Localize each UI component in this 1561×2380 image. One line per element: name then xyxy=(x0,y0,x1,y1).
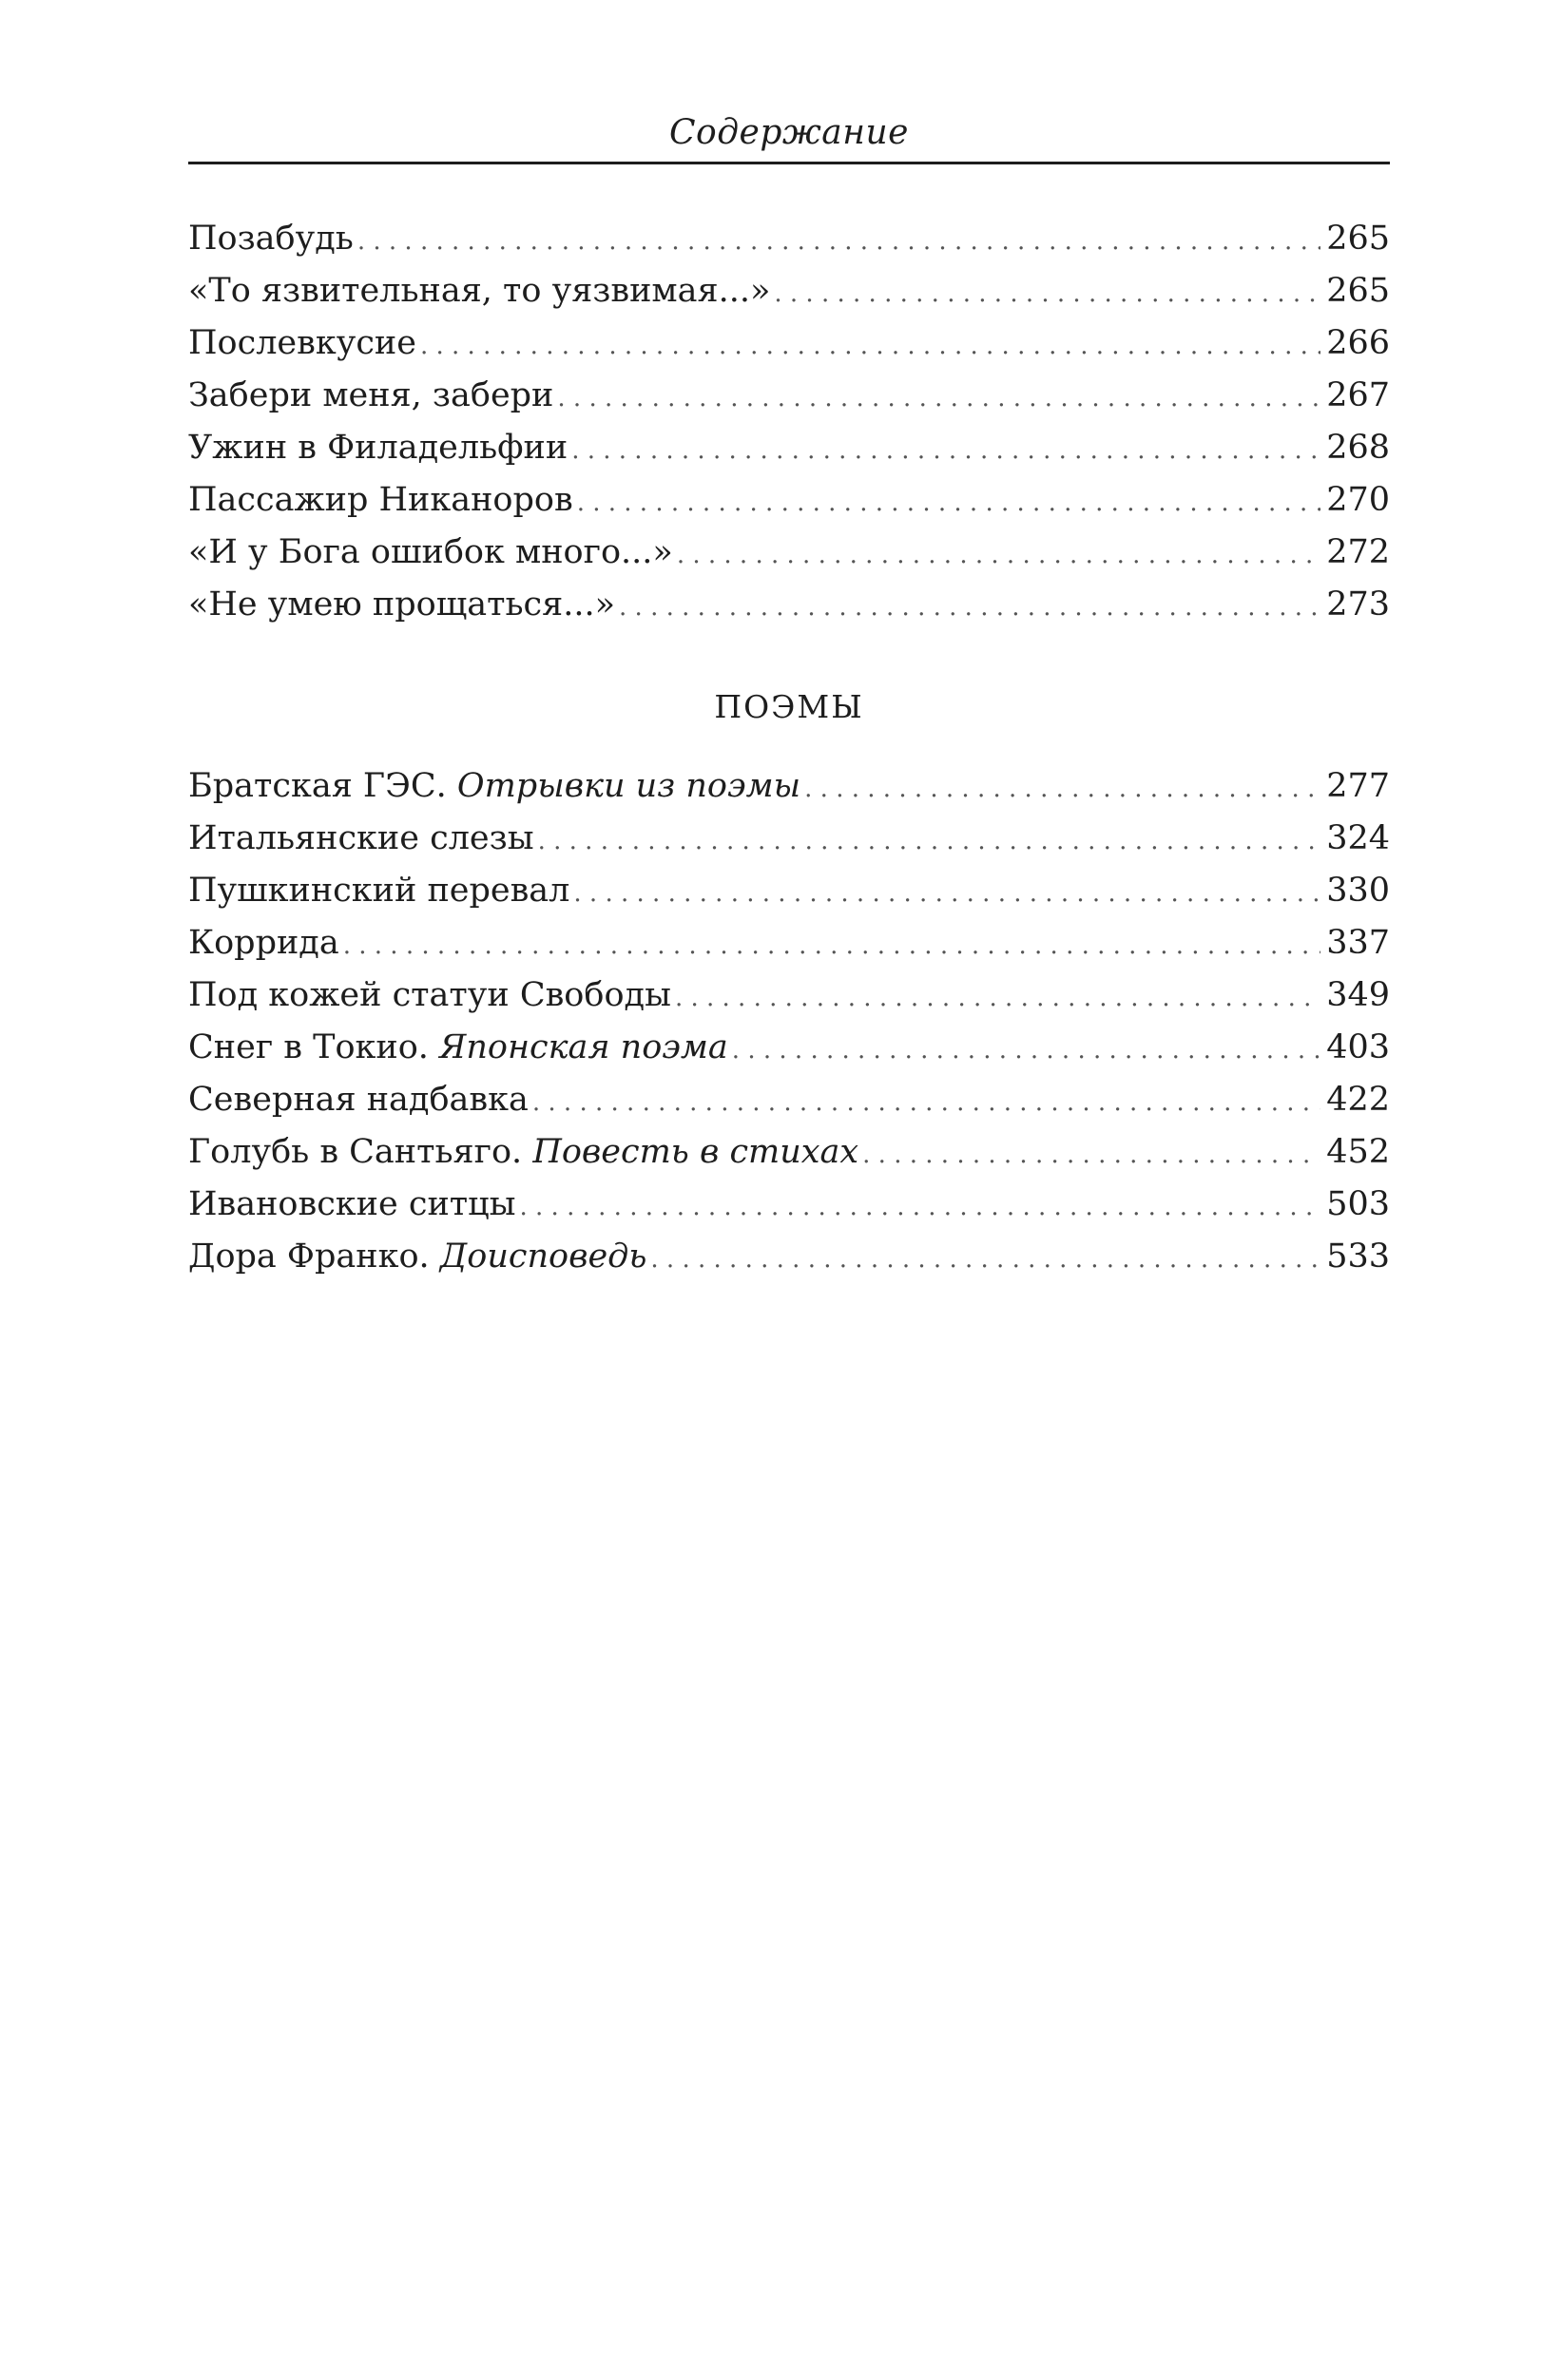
dot-leader xyxy=(538,816,1321,868)
toc-entry xyxy=(188,813,1390,865)
toc-entry-title: Снег в Токио. Японская поэма xyxy=(188,1028,728,1066)
toc-entry-title: Голубь в Сантьяго. Повесть в стихах xyxy=(188,1133,859,1171)
toc-list-poems-short xyxy=(188,213,1390,631)
toc-entry-page: 349 xyxy=(1326,976,1390,1014)
toc-entry-title: Братская ГЭС. Отрывки из поэмы xyxy=(188,767,801,805)
toc-entry-title: Пушкинский перевал xyxy=(188,872,570,910)
toc-entry-page: 337 xyxy=(1326,924,1390,962)
toc-entry-page: 267 xyxy=(1326,376,1390,414)
toc-entry-title: Под кожей статуи Свободы xyxy=(188,976,671,1014)
toc-entry-title: «То язвительная, то уязвимая...» xyxy=(188,272,771,310)
toc-entry-page: 272 xyxy=(1326,533,1390,571)
toc-entry-page: 277 xyxy=(1326,767,1390,805)
toc-entry xyxy=(188,213,1390,265)
toc-entry-page: 330 xyxy=(1326,872,1390,910)
toc-entry-title: «И у Бога ошибок много...» xyxy=(188,533,673,571)
running-header: Содержание xyxy=(669,113,909,152)
toc-entry-title: Позабудь xyxy=(188,220,354,258)
toc-entry-title: «Не умею прощаться...» xyxy=(188,585,616,624)
toc-entry xyxy=(188,422,1390,474)
toc-entry xyxy=(188,579,1390,631)
toc-entry xyxy=(188,1231,1390,1283)
toc-entry xyxy=(188,865,1390,917)
toc-entry xyxy=(188,370,1390,422)
toc-entry xyxy=(188,527,1390,579)
toc-entry xyxy=(188,1022,1390,1074)
toc-entry xyxy=(188,969,1390,1022)
section-heading: ПОЭМЫ xyxy=(714,688,864,725)
toc-entry-page: 268 xyxy=(1326,429,1390,467)
toc-entry-page: 273 xyxy=(1326,585,1390,624)
dot-leader xyxy=(862,1129,1320,1181)
book-page xyxy=(188,0,1390,2380)
toc-entry-page: 403 xyxy=(1326,1028,1390,1066)
toc-entry-title: Коррида xyxy=(188,924,339,962)
toc-entry xyxy=(188,317,1390,370)
dot-leader xyxy=(675,972,1320,1025)
toc-entry xyxy=(188,917,1390,969)
toc-entry-page: 503 xyxy=(1326,1185,1390,1223)
dot-leader xyxy=(619,582,1320,634)
dot-leader xyxy=(357,216,1320,268)
dot-leader xyxy=(677,529,1320,582)
toc-list-long-poems xyxy=(188,760,1390,1283)
toc-entry xyxy=(188,760,1390,813)
toc-entry-title: Северная надбавка xyxy=(188,1081,529,1119)
dot-leader xyxy=(343,920,1320,972)
dot-leader xyxy=(732,1025,1320,1077)
toc-entry-title: Ивановские ситцы xyxy=(188,1185,516,1223)
toc-entry-page: 324 xyxy=(1326,819,1390,857)
toc-entry-page: 270 xyxy=(1326,481,1390,519)
dot-leader xyxy=(573,868,1320,920)
dot-leader xyxy=(557,373,1320,425)
dot-leader xyxy=(420,320,1320,373)
dot-leader xyxy=(577,477,1321,529)
toc-entry-title: Пассажир Никаноров xyxy=(188,481,573,519)
dot-leader xyxy=(774,268,1320,320)
toc-entry-subtitle: Повесть в стихах xyxy=(532,1133,859,1171)
dot-leader xyxy=(532,1077,1320,1129)
dot-leader xyxy=(520,1181,1321,1234)
dot-leader xyxy=(650,1234,1320,1286)
toc-entry-page: 265 xyxy=(1326,272,1390,310)
toc-entry-title: Забери меня, забери xyxy=(188,376,554,414)
dot-leader xyxy=(804,763,1320,816)
toc-entry-title: Послевкусие xyxy=(188,324,416,362)
toc-entry-title: Ужин в Филадельфии xyxy=(188,429,569,467)
toc-entry-page: 422 xyxy=(1326,1081,1390,1119)
toc-entry xyxy=(188,1074,1390,1126)
toc-entry-page: 266 xyxy=(1326,324,1390,362)
toc-entry-subtitle: Японская поэма xyxy=(439,1028,728,1066)
toc-entry-page: 533 xyxy=(1326,1238,1390,1276)
toc-entry-page: 265 xyxy=(1326,220,1390,258)
toc-entry-subtitle: Доисповедь xyxy=(439,1238,647,1276)
header-rule xyxy=(188,162,1390,164)
toc-entry xyxy=(188,1179,1390,1231)
toc-entry-title: Итальянские слезы xyxy=(188,819,534,857)
toc-entry-subtitle: Отрывки из поэмы xyxy=(456,767,801,805)
dot-leader xyxy=(571,425,1320,477)
toc-entry xyxy=(188,265,1390,317)
toc-entry-title: Дора Франко. Доисповедь xyxy=(188,1238,647,1276)
toc-entry xyxy=(188,474,1390,527)
toc-entry-page: 452 xyxy=(1326,1133,1390,1171)
toc-entry xyxy=(188,1126,1390,1179)
